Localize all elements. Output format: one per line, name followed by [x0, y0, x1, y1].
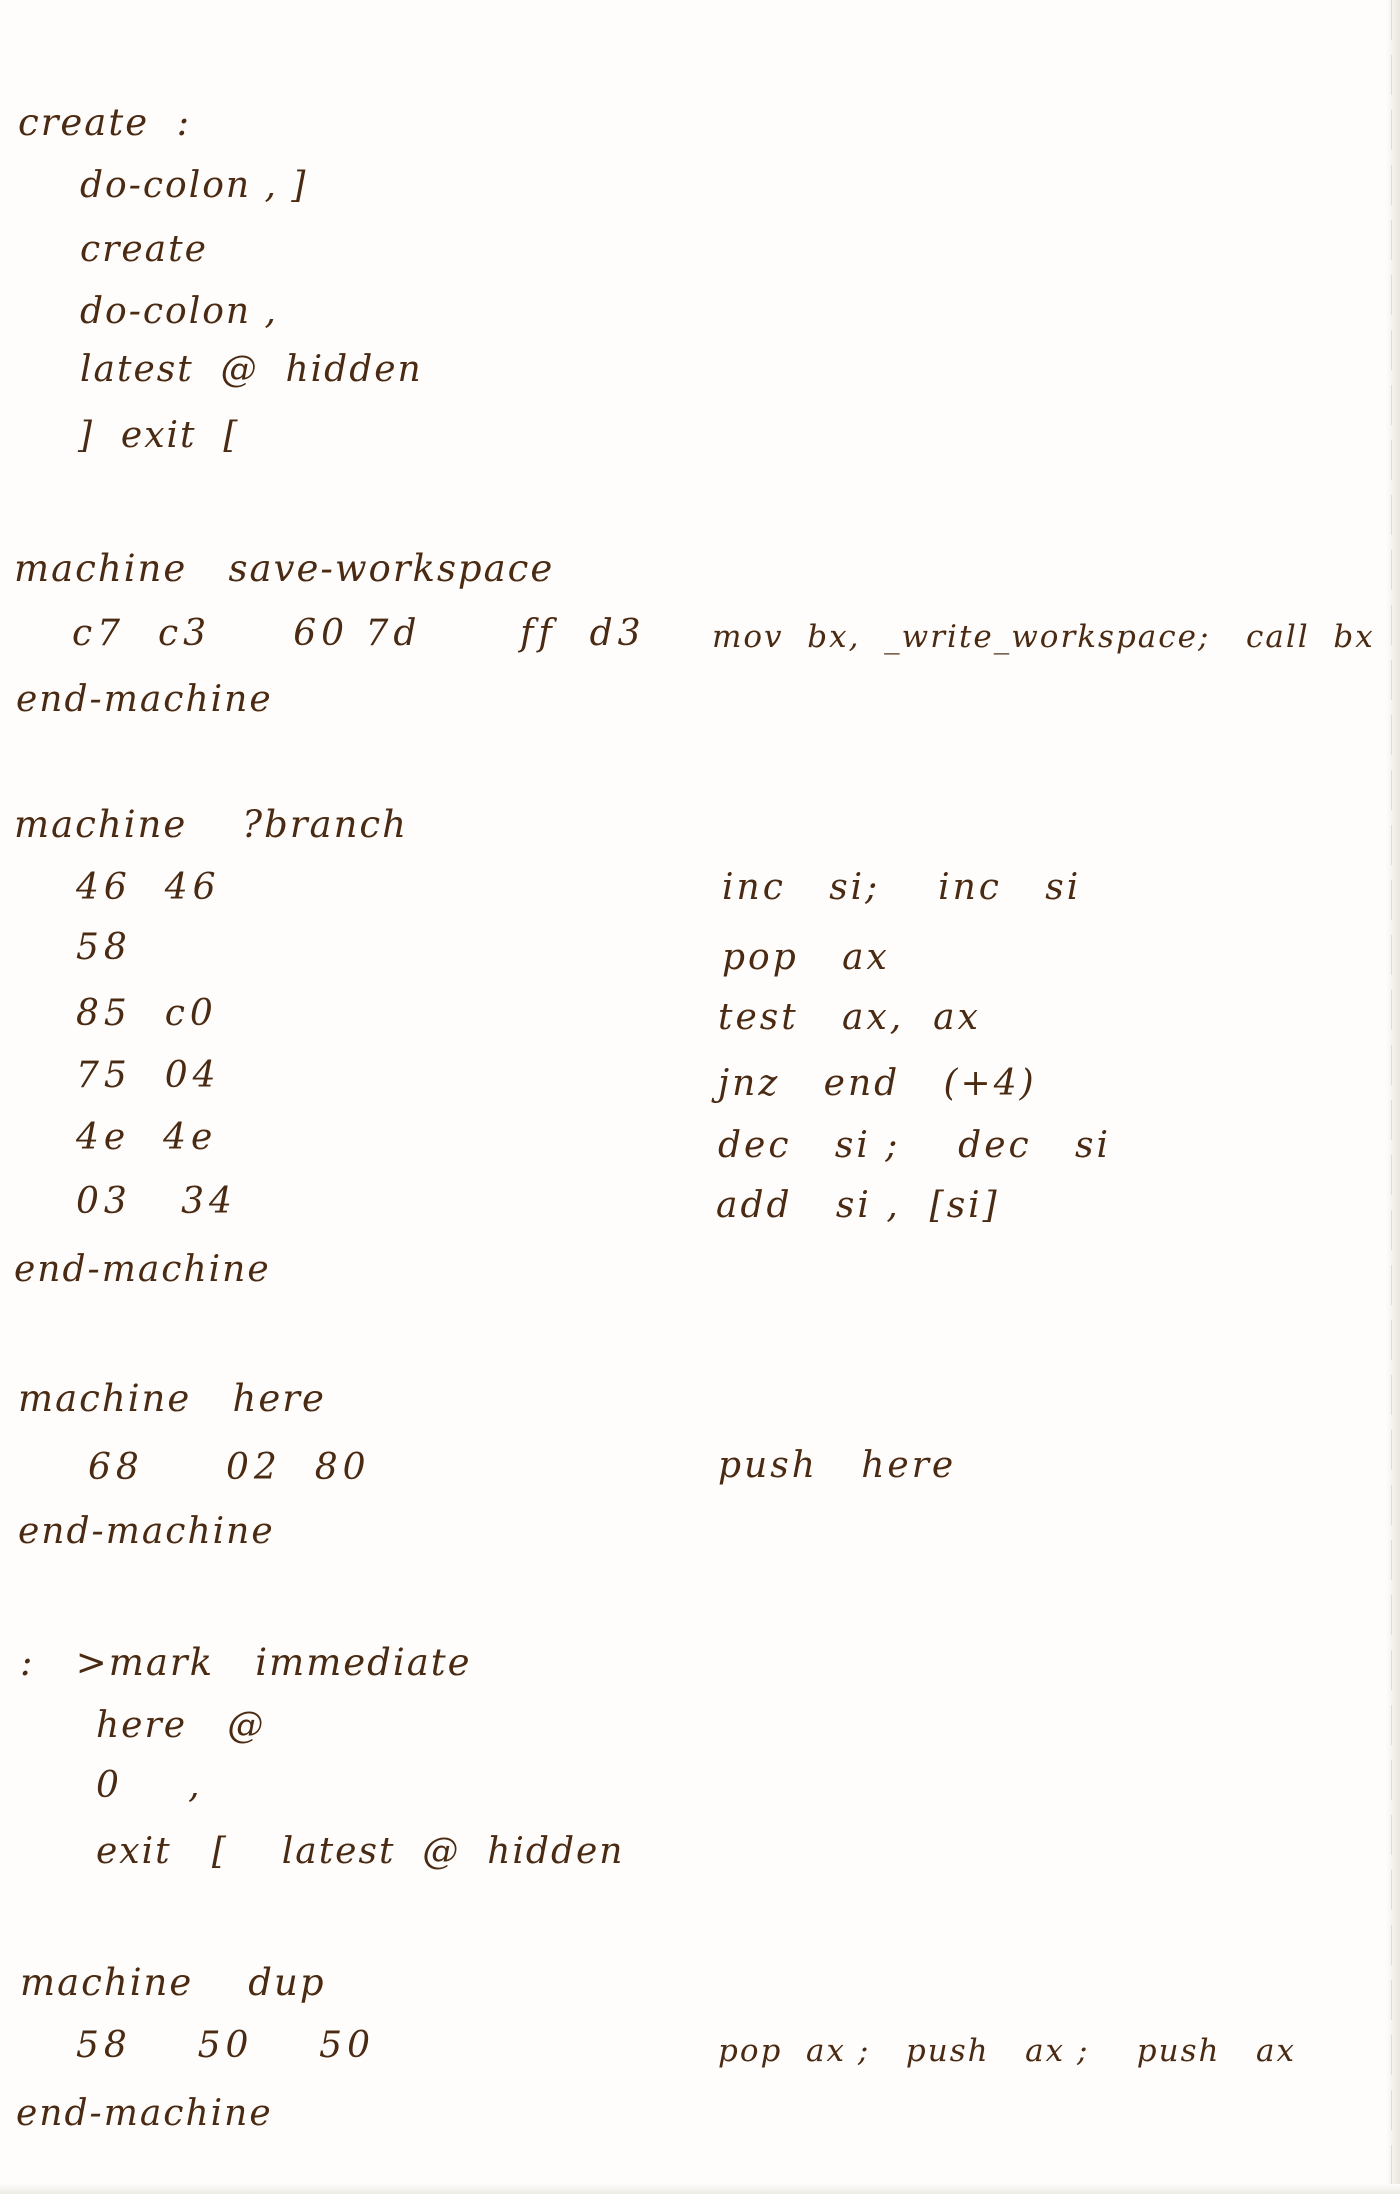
- branch-code-row: 46 46: [76, 867, 221, 908]
- create-line-do-colon-bracket: do-colon , ]: [80, 165, 308, 206]
- branch-comment-row: jnz end (+4): [718, 1063, 1037, 1104]
- create-line-do-colon: do-colon ,: [80, 291, 278, 332]
- page-right-edge: [1386, 0, 1400, 2194]
- dup-header: machine dup: [20, 1961, 326, 2004]
- branch-comment-row: dec si ; dec si: [718, 1125, 1112, 1166]
- branch-header: machine ?branch: [14, 803, 408, 846]
- create-colon-header: create :: [18, 101, 192, 144]
- branch-code-row: 4e 4e: [76, 1117, 218, 1158]
- save-workspace-code: c7 c3 60 7d ff d3: [72, 613, 646, 654]
- create-line-exit: ] exit [: [78, 415, 240, 456]
- mark-line-exit: exit [ latest @ hidden: [96, 1831, 625, 1872]
- save-workspace-header: machine save-workspace: [14, 547, 555, 590]
- branch-code-row: 75 04: [76, 1055, 221, 1096]
- page-bottom-shadow: [0, 2184, 1400, 2194]
- dup-code: 58 50 50: [76, 2025, 375, 2066]
- branch-comment-row: pop ax: [722, 937, 890, 978]
- branch-end: end-machine: [14, 1249, 271, 1290]
- dup-end: end-machine: [16, 2093, 273, 2134]
- here-end: end-machine: [18, 1511, 275, 1552]
- mark-header: : >mark immediate: [20, 1641, 472, 1684]
- page-edge-line: [1391, 0, 1392, 2194]
- branch-code-row: 85 c0: [76, 993, 218, 1034]
- save-workspace-comment: mov bx, _write_workspace; call bx: [712, 619, 1375, 655]
- branch-comment-row: inc si; inc si: [722, 867, 1082, 908]
- here-comment: push here: [718, 1445, 957, 1486]
- save-workspace-end: end-machine: [16, 679, 273, 720]
- here-header: machine here: [18, 1377, 326, 1420]
- branch-comment-row: add si , [si]: [716, 1185, 1000, 1226]
- dup-comment: pop ax ; push ax ; push ax: [718, 2033, 1297, 2069]
- branch-code-row: 03 34: [76, 1181, 237, 1222]
- mark-line-zero: 0 ,: [96, 1765, 202, 1806]
- create-line-create: create: [80, 229, 208, 270]
- create-line-latest-hidden: latest @ hidden: [80, 349, 423, 390]
- here-code: 68 02 80: [88, 1447, 371, 1488]
- mark-line-here: here @: [96, 1705, 266, 1746]
- branch-code-row: 58: [76, 927, 132, 968]
- branch-comment-row: test ax, ax: [718, 997, 981, 1038]
